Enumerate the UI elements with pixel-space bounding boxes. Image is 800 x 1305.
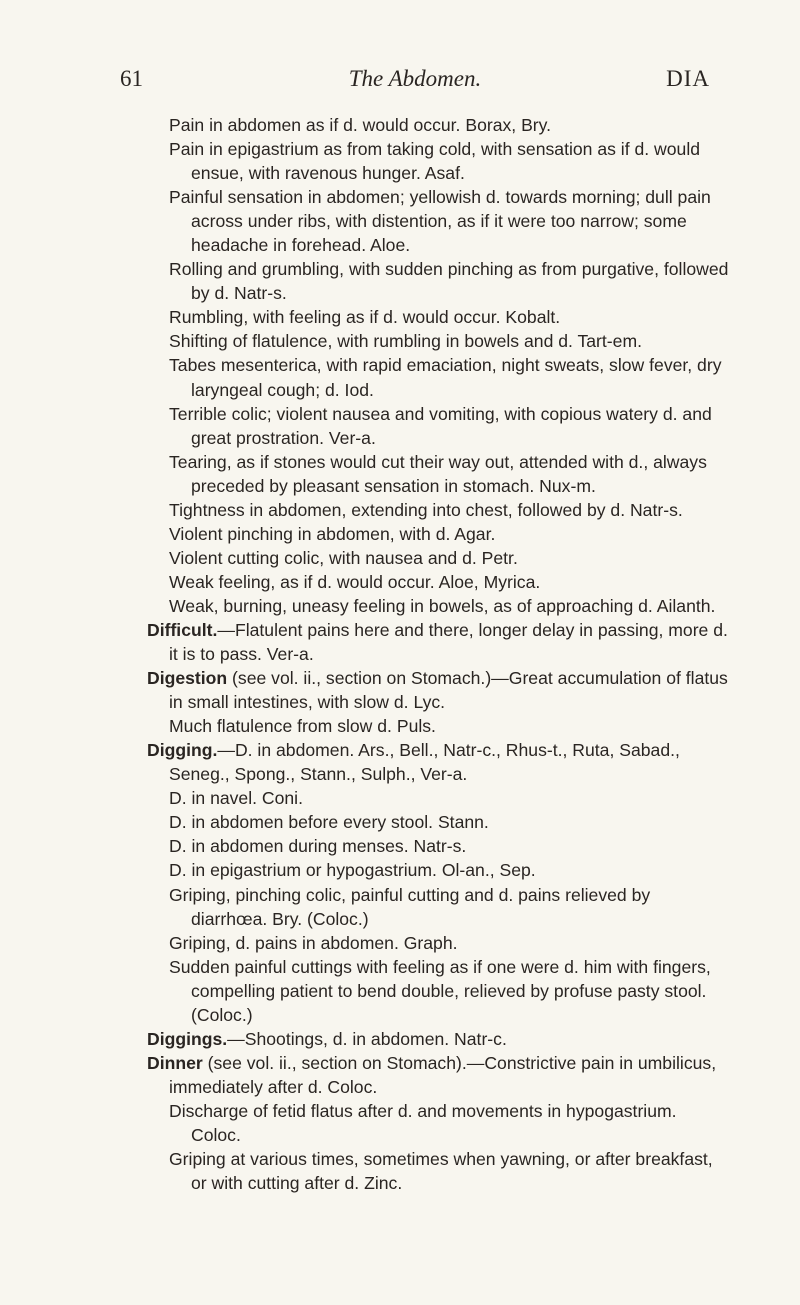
entry: Weak, burning, uneasy feeling in bowels, as of approaching d. Ailanth. [169, 595, 716, 616]
entry: Much flatulence from slow d. Puls. [169, 716, 436, 737]
entry: Tearing, as if stones would cut their way out, attended with d., always preceded by pleasant sensation in stomach. Nux-m. [169, 451, 707, 496]
entry: Rumbling, with feeling as if d. would occur. Kobalt. [169, 307, 561, 328]
entry: Tabes mesenterica, with rapid emaciation, night sweats, slow fever, dry laryngeal cough; d. Iod. [169, 355, 722, 400]
entry: D. in navel. Coni. [169, 788, 303, 809]
entry: Sudden painful cuttings with feeling as if one were d. him with fingers, compelling patient to bend double, relieved by profuse pasty stool. (Coloc.) [169, 956, 711, 1025]
entry: Painful sensation in abdomen; yellowish d. towards morning; dull pain across under ribs, with distention, as if it were too narrow; some headache in forehead. Aloe. [169, 187, 711, 256]
headword-entry: Digestion (see vol. ii., section on Stomach.)—Great accumulation of flatus in small intestines, with slow d. Lyc. [147, 668, 728, 713]
entry: Shifting of flatulence, with rumbling in bowels and d. Tart-em. [169, 331, 642, 352]
entry: Griping, d. pains in abdomen. Graph. [169, 932, 458, 953]
entry: Tightness in abdomen, extending into chest, followed by d. Natr-s. [169, 499, 683, 520]
entry: Pain in abdomen as if d. would occur. Borax, Bry. [169, 115, 552, 135]
entry: D. in abdomen before every stool. Stann. [169, 812, 489, 833]
running-title: The Abdomen. [348, 66, 482, 91]
entry: D. in epigastrium or hypogastrium. Ol-an., Sep. [169, 860, 536, 881]
page-number: 61 [120, 66, 143, 91]
entry: Pain in epigastrium as from taking cold, with sensation as if d. would ensue, with ravenous hunger. Asaf. [169, 139, 701, 184]
headword-entry: Digging.—D. in abdomen. Ars., Bell., Natr-c., Rhus-t., Ruta, Sabad., Seneg., Spong., Stann., Sulph., Ver-a. [147, 740, 680, 785]
entry-list [147, 113, 729, 1195]
entry: Violent pinching in abdomen, with d. Agar. [169, 523, 496, 544]
entry: Discharge of fetid flatus after d. and movements in hypogastrium. Coloc. [169, 1100, 677, 1145]
page-header [120, 66, 710, 100]
entry: Weak feeling, as if d. would occur. Aloe, Myrica. [169, 571, 541, 592]
entry: Violent cutting colic, with nausea and d. Petr. [169, 547, 518, 568]
headword-entry: Dinner (see vol. ii., section on Stomach).—Constrictive pain in umbilicus, immediately after d. Coloc. [147, 1052, 717, 1097]
entry: Griping at various times, sometimes when yawning, or after breakfast, or with cutting after d. Zinc. [169, 1149, 713, 1194]
headword-entry: Diggings.—Shootings, d. in abdomen. Natr-c. [147, 1028, 507, 1049]
entry: Terrible colic; violent nausea and vomiting, with copious watery d. and great prostration. Ver-a. [169, 403, 712, 448]
headword-entry: Difficult.—Flatulent pains here and there, longer delay in passing, more d. it is to pass. Ver-a. [147, 619, 728, 665]
entry: Griping, pinching colic, painful cutting and d. pains relieved by diarrhœa. Bry. (Coloc.) [169, 884, 651, 929]
entry: Rolling and grumbling, with sudden pinching as from purgative, followed by d. Natr-s. [169, 259, 729, 304]
entry: D. in abdomen during menses. Natr-s. [169, 836, 467, 857]
guide-word: DIA [666, 66, 710, 91]
